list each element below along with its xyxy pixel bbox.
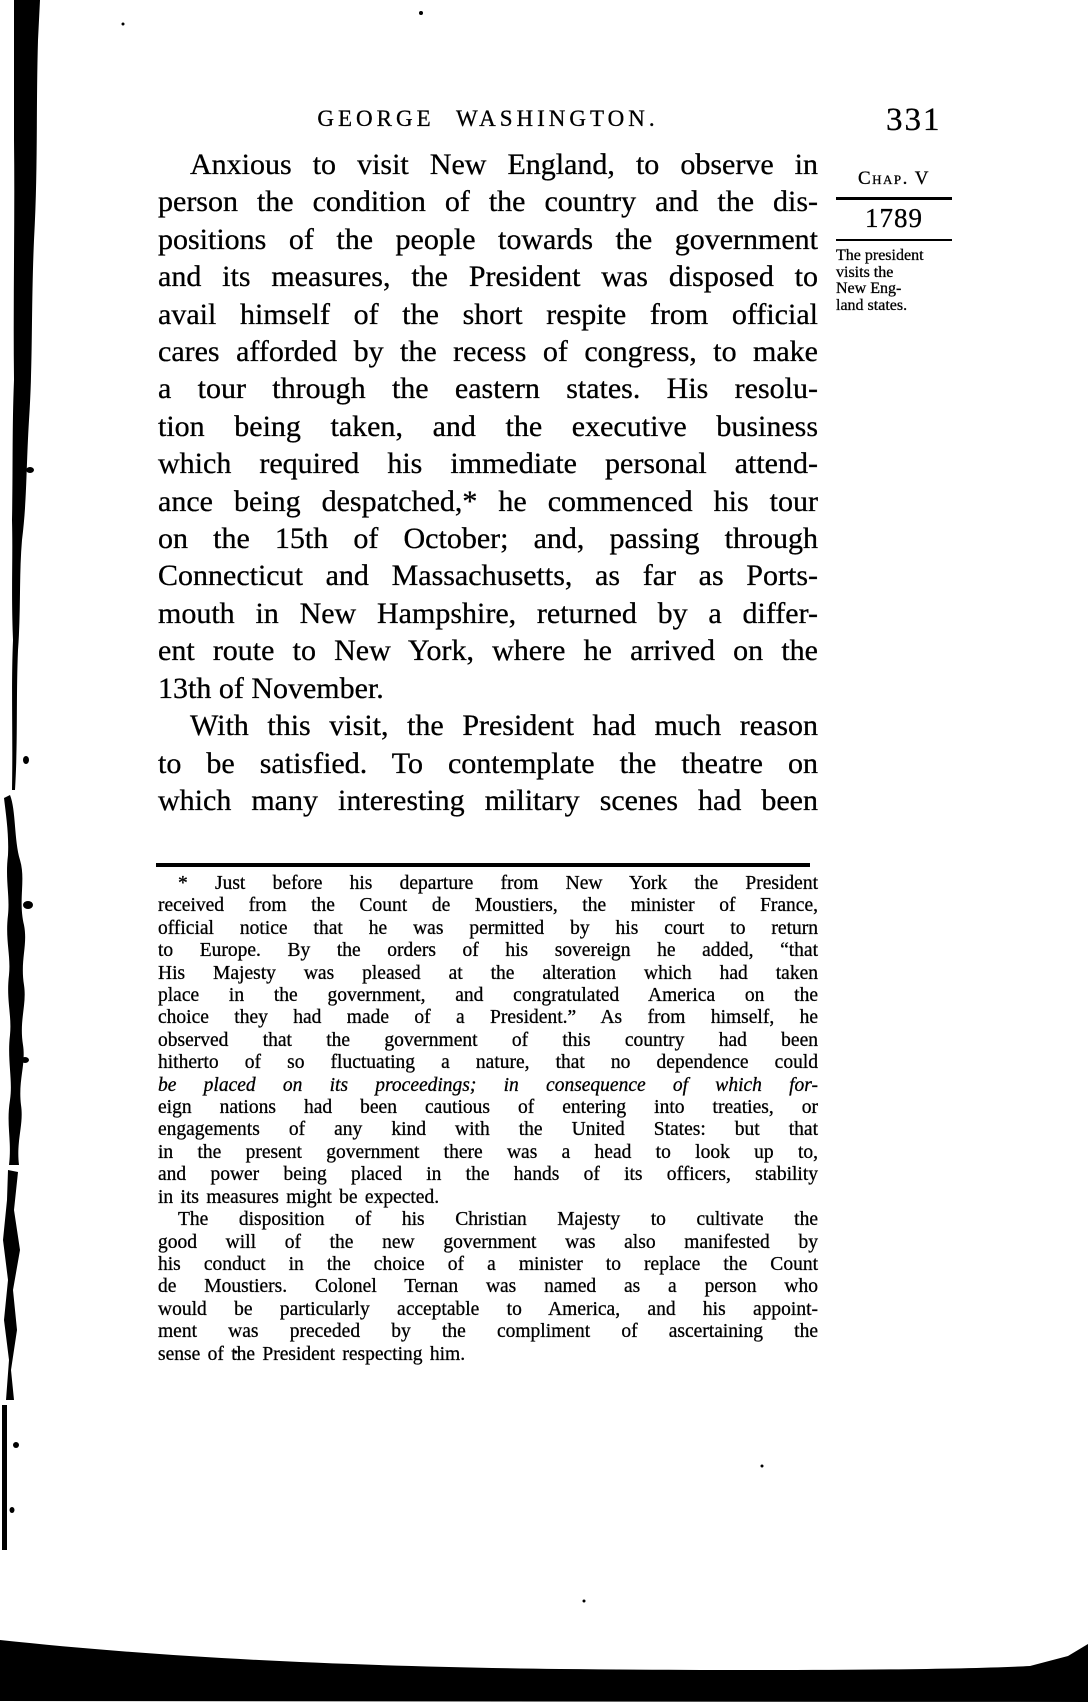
footnote-line: eign nations had been cautious of entering into treaties, or <box>158 1097 818 1119</box>
text-line: tion being taken, and the executive business <box>158 409 818 443</box>
footnote-line: to Europe. By the orders of his sovereign he added, “that <box>158 940 818 962</box>
footnote-line: good will of the new government was also manifested by <box>158 1231 818 1253</box>
running-header: GEORGE WASHINGTON. <box>317 106 659 131</box>
footnote-line: his conduct in the choice of a minister to replace the Count <box>158 1253 818 1275</box>
footnote-line: * Just before his departure from New York the President <box>178 873 818 894</box>
page-number: 331 <box>886 102 942 138</box>
sidenote-line: The president <box>836 247 924 264</box>
text-line: a tour through the eastern states. His resolu- <box>158 372 818 406</box>
footnote-line: official notice that he was permitted by his court to return <box>158 917 818 939</box>
marginalia <box>836 168 952 314</box>
footnote-line: would be particularly acceptable to America, and his appoint- <box>158 1298 818 1320</box>
text-line: mouth in New Hampshire, returned by a differ- <box>158 596 818 630</box>
footnote-line: in the present government there was a head to look up to, <box>158 1141 818 1163</box>
margin-rule <box>836 239 952 241</box>
footnote-line: ment was preceded by the compliment of ascertaining the <box>158 1321 818 1343</box>
sidenote-line: land states. <box>836 296 908 314</box>
text-line: positions of the people towards the government <box>158 222 818 256</box>
text-line: Connecticut and Massachusetts, as far as Ports- <box>158 559 818 593</box>
text-line: and its measures, the President was disposed to <box>158 260 818 294</box>
footnote-separator-rule <box>156 863 810 867</box>
text-line: cares afforded by the recess of congress, to make <box>158 335 818 369</box>
text-line: With this visit, the President had much reason <box>190 709 818 743</box>
margin-rule <box>836 197 952 200</box>
footnote-line: choice they had made of a President.” As from himself, he <box>158 1007 818 1029</box>
footnote-line: and power being placed in the hands of its officers, stability <box>158 1164 818 1186</box>
text-line: Anxious to visit New England, to observe in <box>190 148 818 181</box>
year-label: 1789 <box>865 203 923 233</box>
sidenote-line: New Eng- <box>836 280 902 297</box>
footnote-line: The disposition of his Christian Majesty to cultivate the <box>178 1209 818 1231</box>
footnote-line: be placed on its proceedings; in consequence of which for- <box>158 1074 818 1096</box>
text-line: ent route to New York, where he arrived on the <box>158 634 818 668</box>
chapter-label: Chap. V <box>857 168 931 189</box>
text-line: to be satisfied. To contemplate the theatre on <box>158 746 818 780</box>
footnote-line: de Moustiers. Colonel Ternan was named as a person who <box>158 1276 818 1298</box>
text-line: which many interesting military scenes had been <box>158 783 818 817</box>
footnote-line: hitherto of so fluctuating a nature, that no dependence could <box>158 1052 818 1074</box>
text-line: person the condition of the country and the dis- <box>158 185 818 219</box>
footnote-line: observed that the government of this country had been <box>158 1029 818 1051</box>
footnote-line: place in the government, and congratulated America on the <box>158 985 818 1007</box>
sidenote <box>836 248 952 314</box>
text-line: avail himself of the short respite from official <box>158 297 818 331</box>
text-line: on the 15th of October; and, passing through <box>158 522 818 556</box>
footnote-line: His Majesty was pleased at the alteration which had taken <box>158 962 818 984</box>
footnote-line: received from the Count de Moustiers, the minister of France, <box>158 895 818 917</box>
text-line: ance being despatched,* he commenced his tour <box>158 484 818 518</box>
text-line: 13th of November. <box>158 671 384 705</box>
footnote-line: sense of the President respecting him. <box>158 1343 466 1365</box>
sidenote-line: visits the <box>836 263 894 281</box>
footnote-line: in its measures might be expected. <box>158 1186 440 1208</box>
text-line: which required his immediate personal attend- <box>158 447 818 481</box>
main-text <box>158 146 818 819</box>
footnote-line: engagements of any kind with the United States: but that <box>158 1119 818 1141</box>
footnote-text <box>158 873 818 1366</box>
